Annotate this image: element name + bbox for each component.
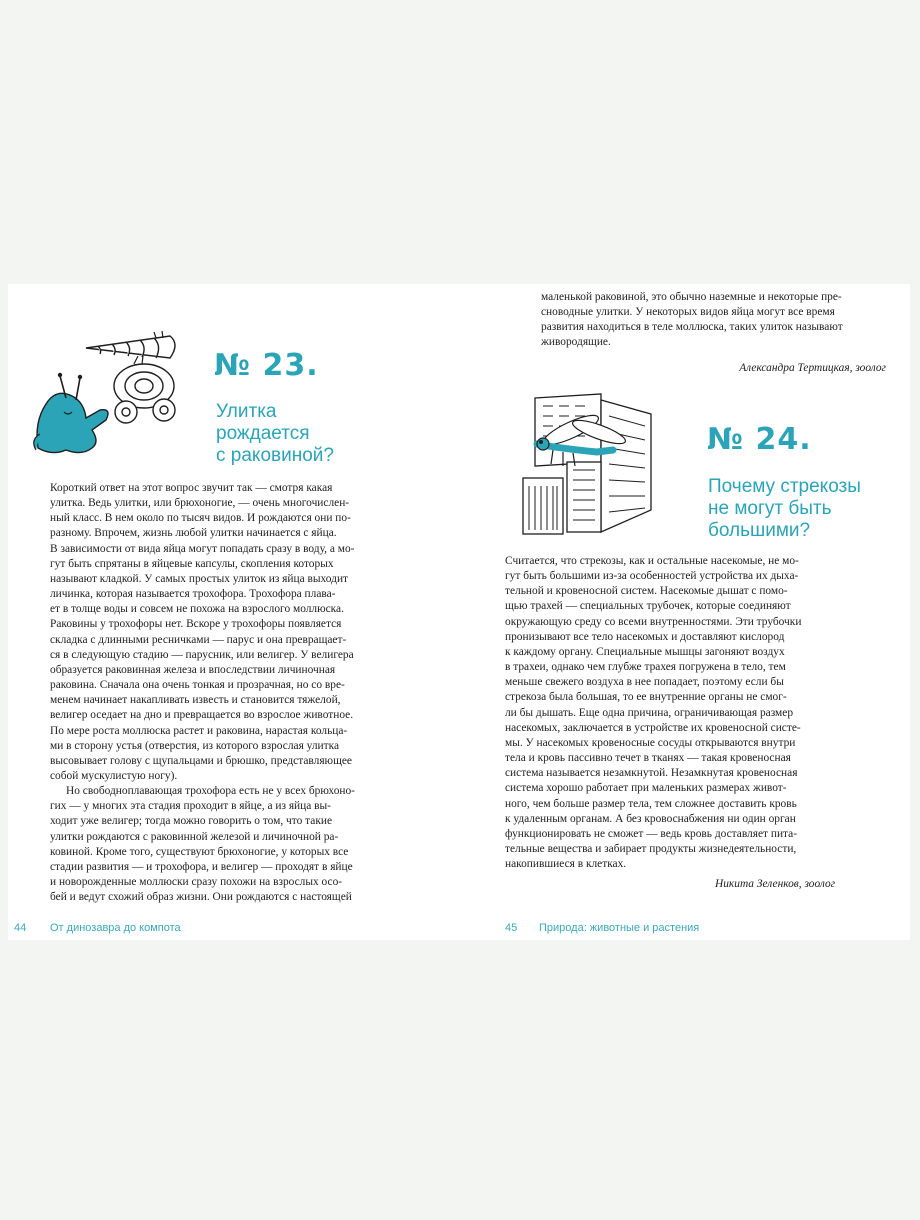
text-line: менем начинает накапливать известь и становится тяжелой, bbox=[50, 694, 341, 707]
text-line: ми в сторону устья (отверстия, из которого взрослая улитка bbox=[50, 739, 340, 752]
text-line: щью трахей — специальных трубочек, которые соединяют bbox=[505, 600, 791, 613]
text-line: развития находиться в теле моллюска, таких улиток называют bbox=[541, 321, 843, 334]
text-line: сноводные улитки. У некоторых видов яйца могут все время bbox=[541, 306, 835, 319]
text-line: стрекоза была большая, то ее внутренние органы не смог- bbox=[505, 691, 787, 704]
text-line: система хорошо работает при маленьких размерах живот- bbox=[505, 782, 787, 795]
text-line: окружающую среду со всеми внутренностями. Эти трубочки bbox=[505, 615, 802, 628]
title-line: рождается bbox=[216, 423, 310, 444]
continued-text bbox=[541, 290, 887, 351]
text-line: гут быть большими из-за особенностей устройства их дыха- bbox=[505, 570, 799, 583]
text-line: складка с длинными ресничками — парус и она превращает- bbox=[50, 633, 347, 646]
author-signature: Александра Тертицкая, зоолог bbox=[739, 362, 886, 374]
text-line: ного, чем больше размер тела, тем сложнее доставить кровь bbox=[505, 797, 797, 810]
text-line: тельные вещества и забирает продукты жизнедеятельности, bbox=[505, 842, 797, 855]
text-line: ходит уже велигер; тогда можно говорить о том, что такие bbox=[50, 815, 332, 828]
title-line: Улитка bbox=[216, 401, 277, 422]
text-line: ет в толще воды и совсем не похожа на взрослого моллюска. bbox=[50, 603, 344, 616]
footer-book-title: От динозавра до компота bbox=[50, 922, 181, 934]
title-line: большими? bbox=[708, 520, 811, 541]
text-line: образуется раковинная железа и впоследствии личиночная bbox=[50, 663, 336, 676]
snail-illustration bbox=[30, 326, 200, 458]
text-line: к удаленным органам. А без кровоснабжения ни один орган bbox=[505, 812, 796, 825]
text-line: к каждому органу. Специальные мышцы загоняют воздух bbox=[505, 645, 785, 658]
text-line: ковиной. Кроме того, существуют брюхоногие, у которых все bbox=[50, 845, 349, 858]
text-line: разному. Впрочем, жизнь любой улитки начинается с яйца. bbox=[50, 527, 337, 540]
question-number: № 24. bbox=[707, 422, 812, 457]
question-title bbox=[216, 401, 334, 467]
text-line: собой мускулистую ногу). bbox=[50, 769, 178, 782]
text-line: бей и ведут схожий образ жизни. Они рождаются с настоящей bbox=[50, 891, 352, 904]
text-line: живородящие. bbox=[541, 336, 611, 349]
text-line: Считается, что стрекозы, как и остальные насекомые, не мо- bbox=[505, 555, 799, 567]
text-line: личинка, которая называется трохофора. Трохофора плава- bbox=[50, 588, 336, 601]
footer-book-title: Природа: животные и растения bbox=[539, 922, 700, 934]
text-line: высовывает голову с щупальцами и брюшко, представляющее bbox=[50, 754, 352, 767]
text-line: ный класс. В нем около по тысяч видов. И рождаются они по- bbox=[50, 512, 351, 525]
text-line: гут быть спрятаны в яйцевые капсулы, скопления которых bbox=[50, 557, 334, 570]
text-line: и новорожденные моллюски сразу похожи на взрослых осо- bbox=[50, 876, 343, 889]
question-title bbox=[708, 476, 861, 542]
title-line: Почему стрекозы bbox=[708, 476, 861, 497]
text-line: функционировать не сможет — ведь кровь доставляет пита- bbox=[505, 827, 798, 840]
text-line: ли бы дышать. Еще одна причина, ограничивающая размер bbox=[505, 706, 794, 719]
article-body bbox=[50, 481, 392, 905]
dragonfly-buildings-illustration bbox=[517, 392, 657, 538]
text-line: гих — у многих эта стадия проходит в яйце, а из яйца вы- bbox=[50, 800, 331, 813]
footer-page-number: 45 bbox=[505, 922, 518, 934]
text-line: в трахеи, однако чем глубже трахея погружена в тело, тем bbox=[505, 661, 786, 674]
title-line: не могут быть bbox=[708, 498, 832, 519]
text-line: велигер оседает на дно и превращается во взрослое животное. bbox=[50, 709, 354, 722]
text-line: раковина. Сначала она очень тонкая и прозрачная, но со вре- bbox=[50, 679, 345, 692]
right-page bbox=[459, 284, 910, 940]
text-line: насекомых, заключается в устройстве их кровеносной систе- bbox=[505, 721, 801, 734]
left-page bbox=[8, 284, 459, 940]
text-line: Но свободноплавающая трохофора есть не у всех брюхоно- bbox=[66, 785, 355, 798]
text-line: система называется незамкнутой. Незамкнутая кровеносная bbox=[505, 767, 798, 780]
footer-page-number: 44 bbox=[14, 922, 27, 934]
text-line: маленькой раковиной, это обычно наземные и некоторые пре- bbox=[541, 291, 842, 303]
text-line: стадии развития — и трохофора, и велигер — проходят в яйце bbox=[50, 860, 353, 873]
text-line: улитки рождаются с раковинной железой и личиночной ра- bbox=[50, 830, 339, 843]
article-body bbox=[505, 554, 853, 872]
text-line: меньше свежего воздуха в нее попадает, поэтому если бы bbox=[505, 676, 784, 689]
text-line: накопившиеся в клетках. bbox=[505, 858, 627, 871]
text-line: называют кладкой. У самых простых улиток из яйца выходит bbox=[50, 572, 349, 585]
text-line: ся в следующую стадию — парусник, или велигер. У велигера bbox=[50, 648, 354, 661]
author-signature: Никита Зеленков, зоолог bbox=[715, 878, 836, 890]
title-line: с раковиной? bbox=[216, 445, 334, 466]
text-line: В зависимости от вида яйца могут попадать сразу в воду, а мо- bbox=[50, 542, 355, 555]
book-spread bbox=[8, 284, 910, 940]
question-number: № 23. bbox=[214, 348, 319, 383]
text-line: По мере роста моллюска растет и раковина, нарастая кольца- bbox=[50, 724, 348, 737]
text-line: Короткий ответ на этот вопрос звучит так — смотря какая bbox=[50, 482, 333, 494]
text-line: мы. У насекомых кровеносные сосуды открываются внутри bbox=[505, 736, 796, 749]
text-line: Раковины у трохофоры нет. Вскоре у трохофоры появляется bbox=[50, 618, 342, 631]
text-line: пронизывают все тело насекомых и доставляют кислород bbox=[505, 630, 785, 643]
text-line: тельной и кровеносной систем. Насекомые дышат с помо- bbox=[505, 585, 788, 598]
text-line: улитка. Ведь улитки, или брюхоногие, — очень многочислен- bbox=[50, 497, 350, 510]
text-line: тела и кровь пассивно течет в тканях — такая кровеносная bbox=[505, 752, 791, 765]
